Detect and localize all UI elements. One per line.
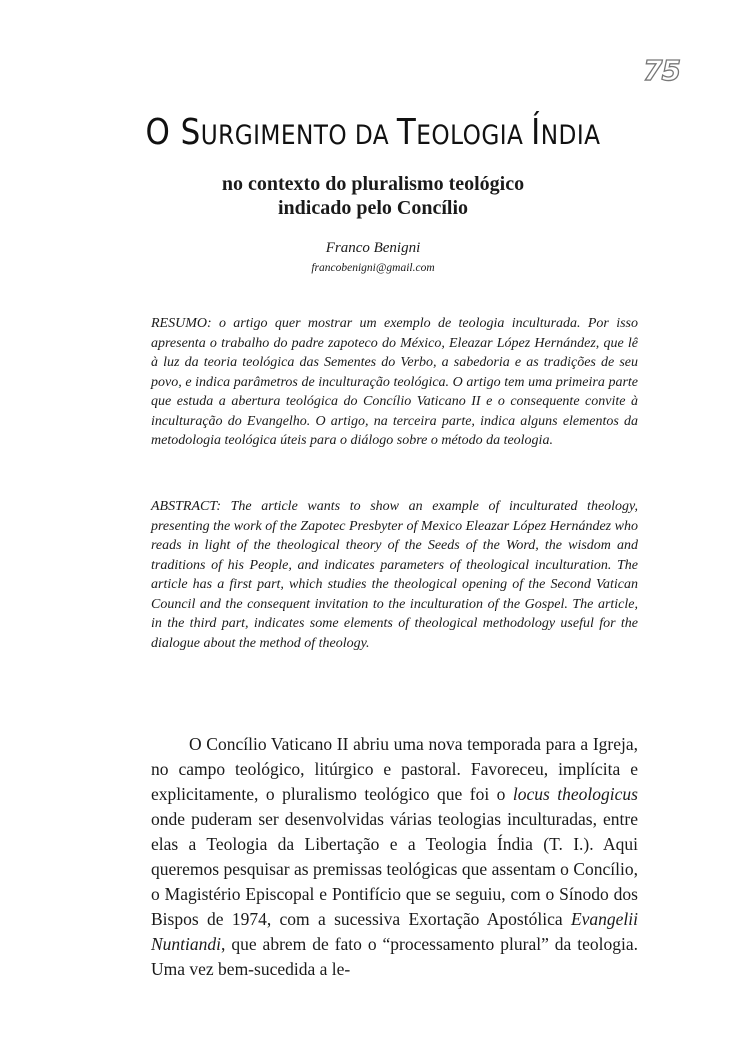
title-smallcaps-1: URGIMENTO DA — [200, 120, 397, 151]
article-subtitle — [0, 172, 746, 220]
body-italic-term: locus theologicus — [512, 784, 638, 804]
title-initial-1: O S — [145, 112, 201, 153]
body-text-segment: , que abrem de fato o “processamento plural” da teologia. Uma vez bem-sucedida a le- — [151, 934, 638, 979]
subtitle-line-1: no contexto do pluralismo teológico — [221, 173, 525, 195]
title-initial-2: T — [396, 112, 417, 153]
page-number: 75 — [643, 54, 680, 87]
resumo-paragraph: RESUMO: o artigo quer mostrar um exemplo de teologia inculturada. Por isso apresenta o trabalho do padre zapoteco do México, Eleazar López Hernández, que lê à luz da teoria teológica das Sementes do Verbo, a sabedoria e as tradições de seu povo, e indica parâmetros de inculturação teológica. O artigo tem uma primeira parte que estuda a abertura teológica do Concílio Vaticano II e o consequente convite à inculturação do Evangelho. O artigo, na terceira parte, indica alguns elementos da metodologia teológica úteis para o diálogo sobre o método da teologia. — [151, 316, 638, 448]
body-paragraph — [151, 732, 638, 982]
author-email[interactable]: francobenigni@gmail.com — [311, 262, 435, 274]
body-text-segment: O Concílio Vaticano II abriu uma nova temporada para a Igreja, no campo teológico, litúrgico e pastoral. Favoreceu, implícita e explicitamente, o pluralismo teológico que foi o — [151, 734, 638, 804]
title-smallcaps-3: NDIA — [540, 120, 601, 151]
article-title — [52, 112, 694, 153]
body-text-segment: onde puderam ser desenvolvidas várias teologias inculturadas, entre elas a Teologia da Libertação e a Teologia Índia (T. I.). Aqui queremos pesquisar as premissas teológicas que assentam o Concílio, o Magistério Episcopal e Pontifício que se seguiu, com o Sínodo dos Bispos de 1974, com a sucessiva Exortação Apostólica — [151, 809, 638, 929]
abstract-paragraph: ABSTRACT: The article wants to show an example of inculturated theology, presenting the work of the Zapotec Presbyter of Mexico Eleazar López Hernández who reads in light of the theological theory of the Seeds of the Word, the wisdom and traditions of his People, and indicates parameters of theological inculturation. The article has a first part, which studies the theological opening of the Second Vatican Council and the consequent invitation to the inculturation of the Gospel. The article, in the third part, indicates some elements of theological methodology useful for the dialogue about the method of theology. — [151, 499, 638, 651]
title-initial-3: Í — [531, 112, 541, 153]
body-italic-title: Evangelii Nuntiandi — [151, 909, 638, 954]
author-name: Franco Benigni — [325, 240, 421, 256]
subtitle-line-2: indicado pelo Concílio — [277, 197, 469, 219]
title-smallcaps-2: EOLOGIA — [416, 120, 532, 151]
